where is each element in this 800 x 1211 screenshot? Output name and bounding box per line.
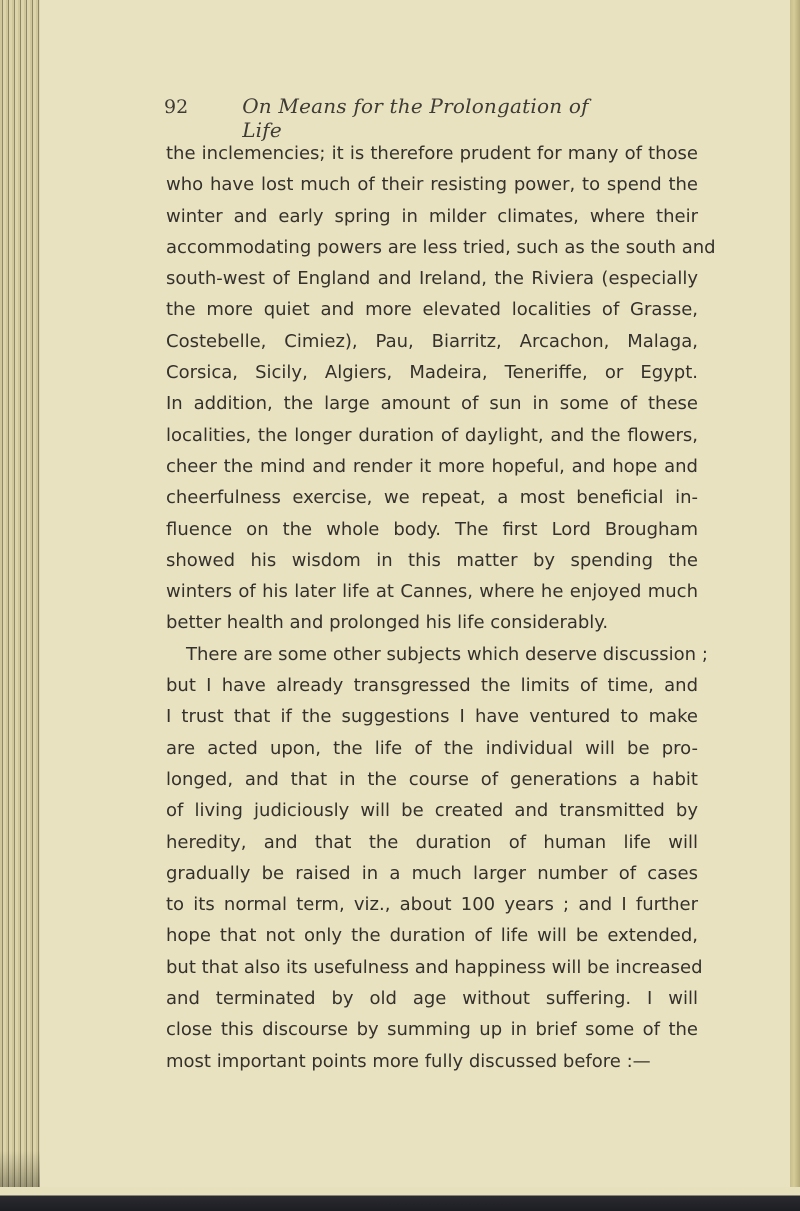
text-line: accommodating powers are less tried, such as the south and (166, 236, 716, 258)
text-line: winters of his later life at Cannes, where he enjoyed much (166, 581, 698, 603)
text-line: longed, and that in the course of generations a habit (166, 768, 698, 790)
text-line: the more quiet and more elevated localities of Grasse, (166, 299, 698, 321)
text-line: to its normal term, viz., about 100 years ; and I further (166, 894, 698, 916)
text-line: hope that not only the duration of life will be extended, (166, 925, 698, 947)
page-header (164, 94, 624, 142)
text-line: most important points more fully discussed before :— (166, 1050, 651, 1072)
text-line: Costebelle, Cimiez), Pau, Biarritz, Arcachon, Malaga, (166, 330, 698, 352)
text-line: Corsica, Sicily, Algiers, Madeira, Teneriffe, or Egypt. (166, 362, 698, 384)
text-line: who have lost much of their resisting power, to spend the (166, 174, 698, 196)
text-line: winter and early spring in milder climates, where their (166, 205, 698, 227)
text-line: cheerfulness exercise, we repeat, a most beneficial in- (166, 487, 698, 509)
text-line: south-west of England and Ireland, the Riviera (especially (166, 268, 698, 290)
text-line: fluence on the whole body. The first Lord Brougham (166, 518, 698, 540)
page-edges (0, 0, 40, 1211)
text-line: gradually be raised in a much larger number of cases (166, 862, 698, 884)
text-line: but I have already transgressed the limits of time, and (166, 675, 698, 697)
text-line: showed his wisdom in this matter by spending the (166, 549, 698, 571)
page-number: 92 (164, 96, 189, 118)
text-line: cheer the mind and render it more hopeful, and hope and (166, 455, 698, 477)
text-line: localities, the longer duration of daylight, and the flowers, (166, 424, 698, 446)
text-line: the inclemencies; it is therefore prudent for many of those (166, 143, 698, 164)
right-page-edge (790, 0, 800, 1211)
running-title: On Means for the Prolongation of Life (242, 94, 589, 142)
text-line: In addition, the large amount of sun in some of these (166, 393, 698, 415)
text-line: but that also its usefulness and happiness will be increased (166, 956, 703, 978)
text-line: close this discourse by summing up in brief some of the (166, 1019, 698, 1041)
text-line: I trust that if the suggestions I have ventured to make (166, 706, 698, 728)
text-line: of living judiciously will be created and transmitted by (166, 800, 698, 822)
text-line: There are some other subjects which deserve discussion ; (186, 643, 708, 665)
text-line: and terminated by old age without suffering. I will (166, 988, 698, 1010)
text-line: better health and prolonged his life considerably. (166, 612, 609, 634)
text-line: are acted upon, the life of the individual will be pro- (166, 737, 698, 759)
text-line: heredity, and that the duration of human life will (166, 831, 698, 853)
bottom-shadow (0, 1187, 800, 1211)
body-text (166, 138, 716, 1077)
